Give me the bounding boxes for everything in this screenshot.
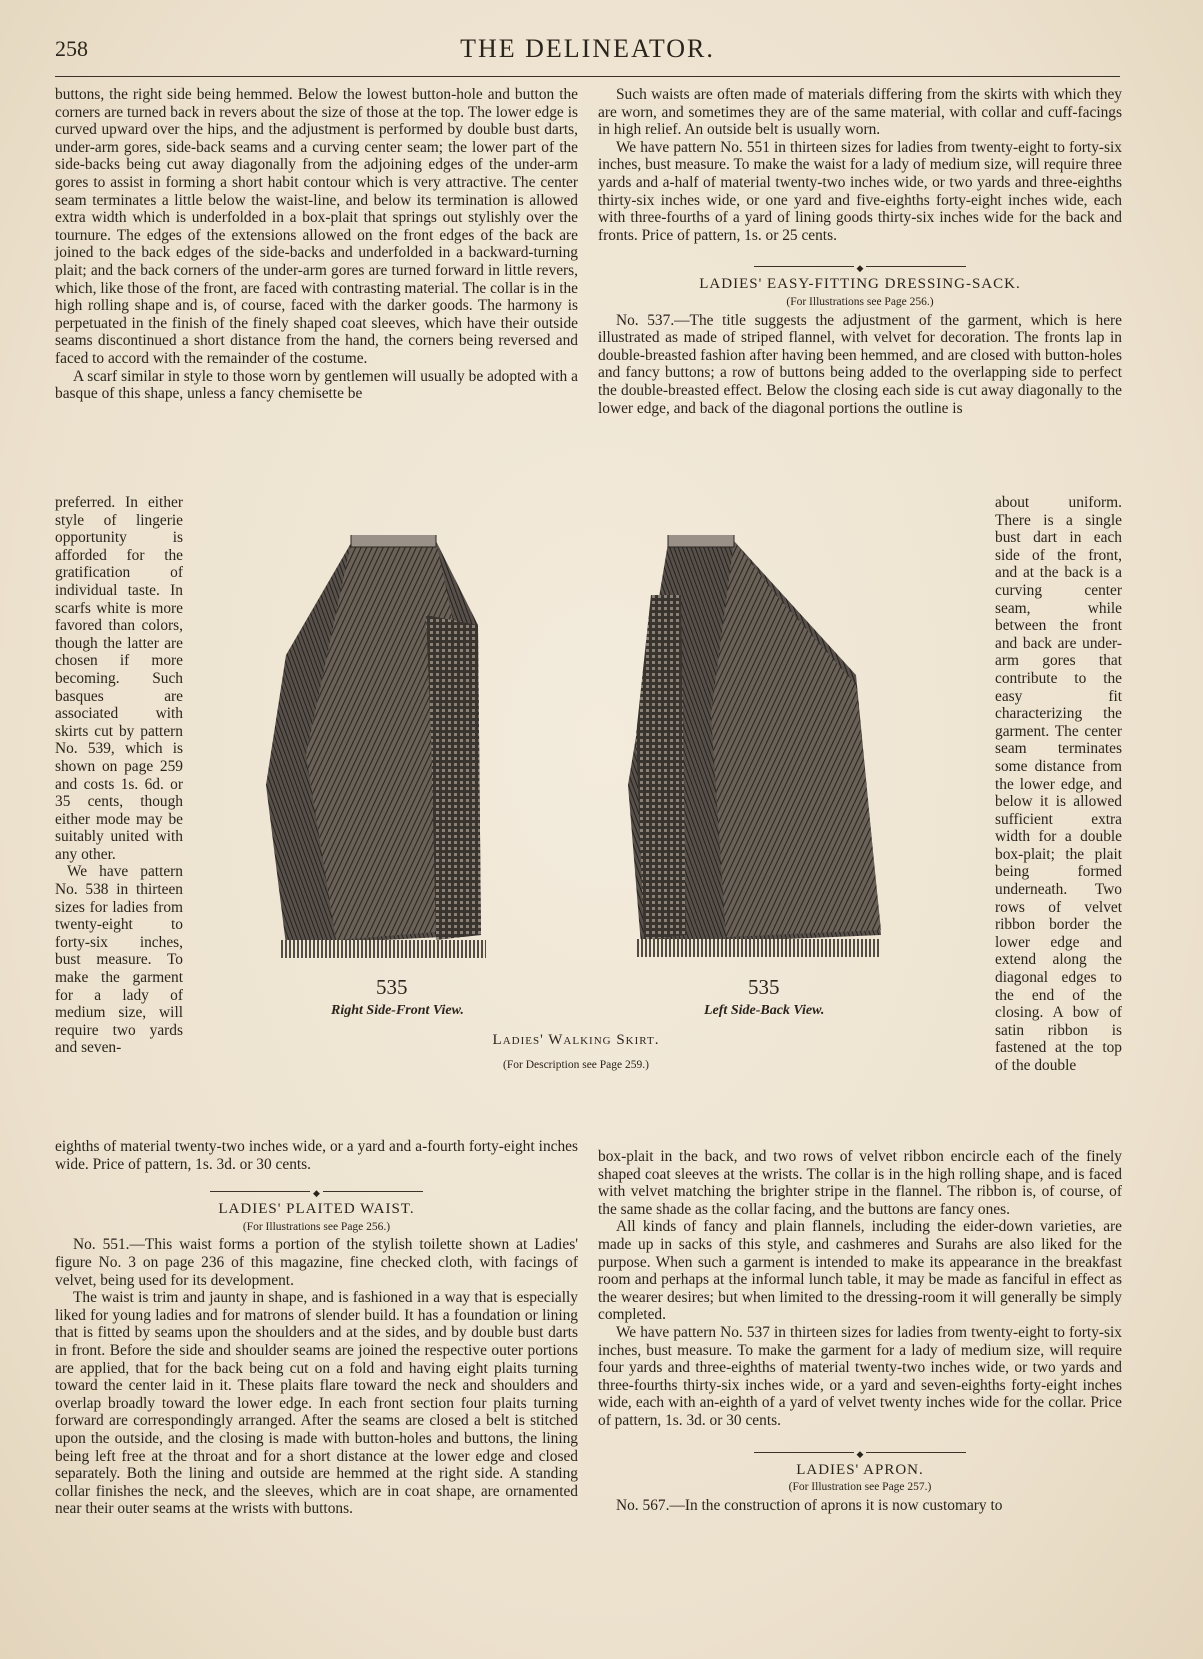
figure-caption-right: Left Side-Back View. bbox=[704, 1003, 825, 1018]
paragraph: A scarf similar in style to those worn by gentlemen will usually be adopted with a basque of this shape, unless a fancy chemisette be bbox=[55, 367, 578, 403]
section-subheading: (For Illustrations see Page 256.) bbox=[786, 295, 934, 308]
skirt-left-side-back bbox=[628, 535, 881, 957]
paragraph: No. 567.—In the construction of aprons it is now customary to bbox=[616, 1496, 1003, 1514]
paragraph: We have pattern No. 537 in thirteen sizes for ladies from twenty-eight to forty-six inches, bust measure. To make the garment for a lady of medium size, will require four yards and three-eighths of material twenty-two inches wide, or two yards and three-fourths thirty-six inches wide, or a yard and seven-eighths forty-eight inches wide, each with an-eighth of a yard of velvet twenty inches wide for the collar. Price of pattern, 1s. 3d. or 30 cents. bbox=[598, 1323, 1122, 1429]
figure-caption-left: Right Side-Front View. bbox=[331, 1003, 464, 1018]
paragraph: All kinds of fancy and plain flannels, including the eider-down varieties, are made up in sacks of this style, and cashmeres and Surahs are also liked for the purpose. When such a garment is intended to make its appearance in the breakfast room and perhaps at the informal lunch table, it may be made as fanciful in effect as the wearer desires; but when limited to the dressing-room it will generally be simply completed. bbox=[598, 1218, 1122, 1324]
section-heading: LADIES' PLAITED WAIST. bbox=[218, 1201, 415, 1218]
section-subheading: (For Illustration see Page 257.) bbox=[788, 1481, 932, 1494]
section-ornament: ◆ bbox=[598, 1444, 1122, 1454]
section-ornament: ◆ bbox=[55, 1183, 578, 1193]
paragraph: Such waists are often made of materials differing from the skirts with which they are worn, and sometimes they are of the same material, with collar and cuff-facings in high relief. An outside belt is usually worn. bbox=[598, 86, 1122, 139]
right-column-bottom bbox=[598, 1148, 1122, 1514]
skirt-illustration bbox=[256, 535, 896, 1125]
left-column-top bbox=[55, 86, 578, 403]
section-subheading: (For Illustrations see Page 256.) bbox=[242, 1220, 391, 1233]
paragraph: The waist is trim and jaunty in shape, and is fashioned in a way that is especially liked for young ladies and for matrons of slender build. It has a foundation or lining that is fitted by seams upon the shoulders and at the sides, and by double bust darts in front. Before the side and shoulder seams are joined the respective outer portions are applied, that for the back being cut on a fold and having eight plaits turning toward the center laid in it. These plaits flare toward the neck and shoulders and overlap broadly toward the lower edge. In each front section four plaits turning forward are correspondingly arranged. After the seams are closed a belt is stitched upon the outside, and the closing is made with button-holes and buttons, the lining being left free at the throat and for a short distance at the lower edge and closed separately. Both the lining and outside are hemmed at the right side. A standing collar finishes the neck, and the sleeves, which are in coat shape, are ornamented near their outer seams at the wrists with buttons. bbox=[55, 1289, 578, 1518]
figure-title: Ladies' Walking Skirt. bbox=[492, 1032, 660, 1048]
figure-number-left: 535 bbox=[376, 975, 408, 999]
left-narrow-column bbox=[55, 494, 183, 1057]
right-column-top bbox=[598, 86, 1122, 417]
page-header bbox=[55, 36, 1120, 77]
right-narrow-column bbox=[995, 494, 1122, 1075]
paragraph: We have pattern No. 538 in thirteen sizes for ladies from twenty-eight to forty-six inches, bust measure. To make the garment for a lady of medium size, will require two yards and seven- bbox=[55, 863, 183, 1057]
running-head: THE DELINEATOR. bbox=[460, 34, 715, 63]
paragraph: No. 537.—The title suggests the adjustment of the garment, which is here illustrated as made of striped flannel, with velvet for decoration. The fronts lap in double-breasted fashion after having been hemmed, and are closed with button-holes and fancy buttons; a row of buttons being added to the overlapping side to perfect the double-breasted effect. Below the closing each side is cut away diagonally to the lower edge, and back of the diagonal portions the outline is bbox=[598, 311, 1122, 417]
paragraph: buttons, the right side being hemmed. Below the lowest button-hole and button the corners are turned back in revers about the size of those at the top. The lower edge is curved upward over the hips, and the adjustment is performed by double bust darts, under-arm gores, side-back seams and a curving center seam; the lower part of the side-backs being cut away diagonally from the adjoining edges of the under-arm gores to assist in forming a short habit contour which is very attractive. The center seam terminates a little below the waist-line, and below its termination is allowed extra width which is underfolded in a box-plait that springs out stylishly over the tournure. The edges of the extensions allowed on the front edges of the back are joined to the back edges of the side-backs and underfolded in a backward-turning plait; and the back corners of the under-arm gores are turned forward in little revers, which, like those of the front, are faced with contrasting material. The collar is in the high rolling shape and is, of course, faced with the darker goods. The harmony is perpetuated in the finish of the finely shaped coat sleeves, which have their outside seams discontinued a short distance from the hand, the corners being reversed and faced to accord with the remainder of the costume. bbox=[55, 86, 578, 367]
figure-description-ref: (For Description see Page 259.) bbox=[503, 1059, 649, 1071]
section-heading: LADIES' EASY-FITTING DRESSING-SACK. bbox=[699, 276, 1021, 293]
page-number: 258 bbox=[55, 36, 88, 61]
paragraph: preferred. In either style of lingerie opportunity is afforded for the gratification of individual taste. In scarfs white is more favored than colors, though the latter are chosen if more becoming. Such basques are associated with skirts cut by pattern No. 539, which is shown on page 259 and costs 1s. 6d. or 35 cents, though either mode may be suitably united with any other. bbox=[55, 494, 183, 863]
paragraph: We have pattern No. 551 in thirteen sizes for ladies from twenty-eight to forty-six inches, bust measure. To make the waist for a lady of medium size, will require three yards and a-half of material twenty-two inches wide, or two yards and three-eighths thirty-six inches wide, or one yard and five-eighths forty-eight inches wide, each with three-fourths of a yard of lining goods thirty-six inches wide for the back and fronts. Price of pattern, 1s. or 25 cents. bbox=[598, 138, 1122, 244]
paragraph: about uniform. There is a single bust dart in each side of the front, and at the back is a curving center seam, while between the front and back are under-arm gores that contribute to the easy fit characterizing the garment. The center seam terminates some distance from the lower edge, and below it is allowed sufficient extra width for a double box-plait; the plait being formed underneath. Two rows of velvet ribbon border the lower edge and extend along the diagonal edges to the end of the closing. A bow of satin ribbon is fastened at the top of the double bbox=[995, 494, 1122, 1074]
skirt-right-side-front bbox=[266, 535, 486, 958]
skirt-engravings bbox=[256, 535, 896, 1005]
section-ornament: ◆ bbox=[598, 258, 1122, 268]
figure-number-right: 535 bbox=[748, 975, 780, 999]
left-column-bottom bbox=[55, 1138, 578, 1518]
paragraph: box-plait in the back, and two rows of velvet ribbon encircle each of the finely shaped coat sleeves at the wrists. The collar is in the high rolling shape, and is faced with velvet matching the brighter stripe in the flannel. The ribbon is, of course, of the same shade as the collar facing, and the buttons are fancy ones. bbox=[598, 1148, 1122, 1218]
section-heading: LADIES' APRON. bbox=[796, 1461, 924, 1478]
paragraph: eighths of material twenty-two inches wide, or a yard and a-fourth forty-eight inches wide. Price of pattern, 1s. 3d. or 30 cents. bbox=[55, 1138, 578, 1173]
paragraph: No. 551.—This waist forms a portion of the stylish toilette shown at Ladies' figure No. 3 on page 236 of this magazine, fine checked cloth, with facings of velvet, being used for its development. bbox=[55, 1236, 578, 1289]
